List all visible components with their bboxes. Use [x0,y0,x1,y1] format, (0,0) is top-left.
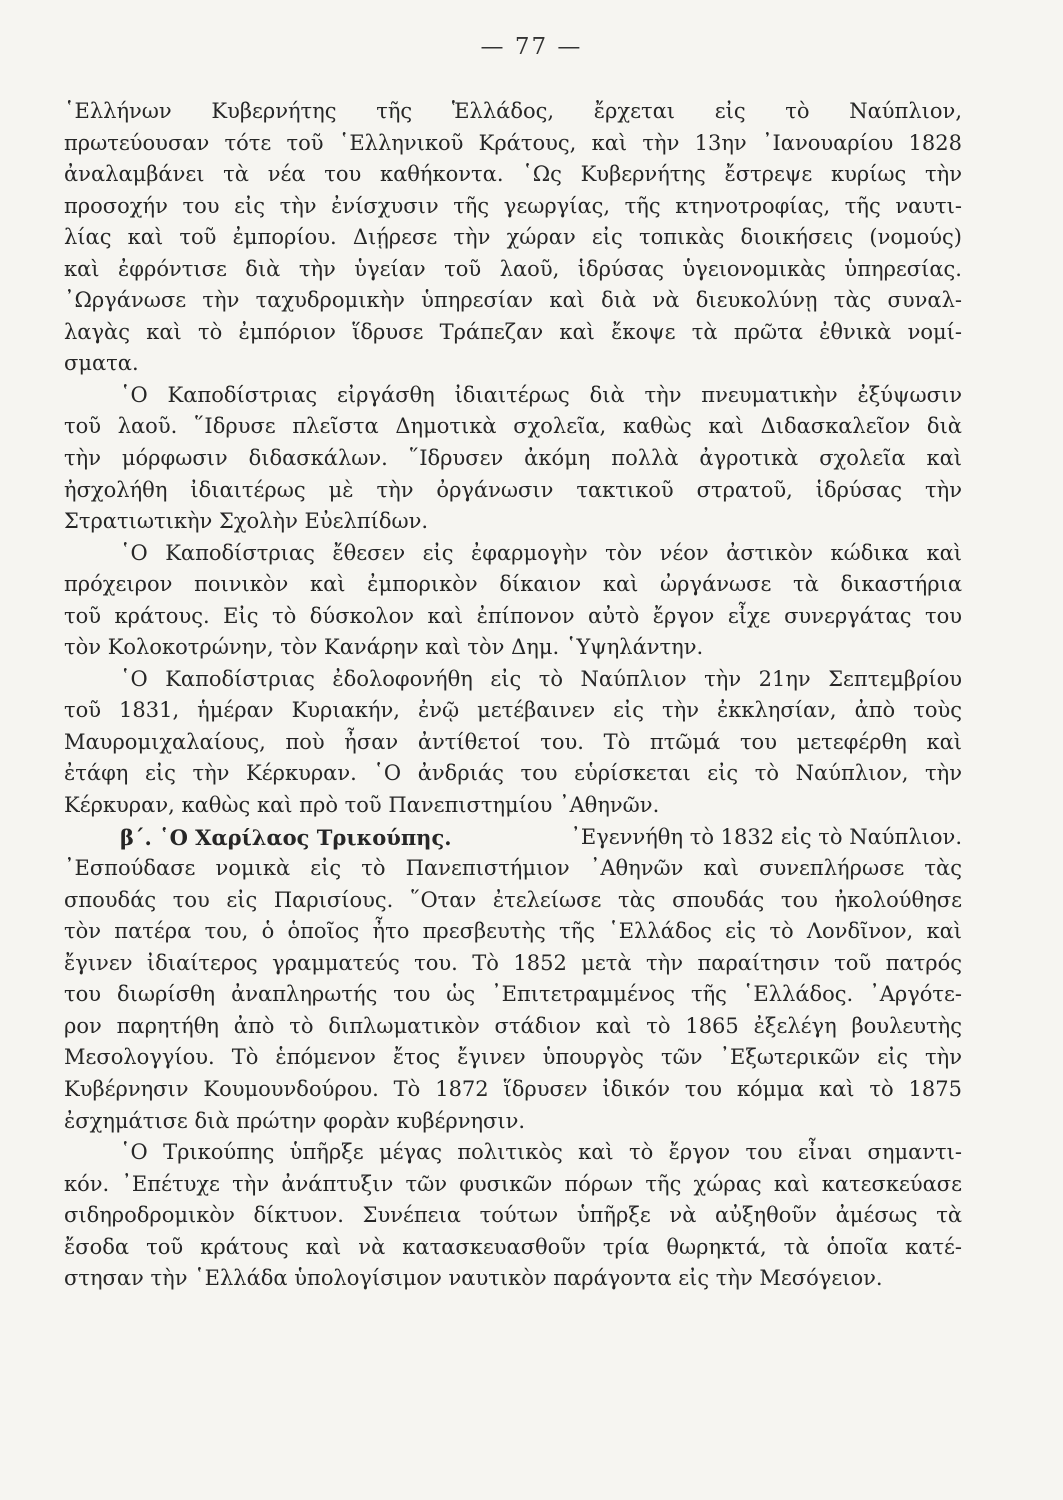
text-line: ἐτάφη εἰς τὴν Κέρκυραν. ῾Ο ἀνδριάς του εὑρίσκεται εἰς τὸ Ναύπλιον, τὴν [64,761,962,786]
text-line: ῾Ο Τρικούπης ὑπῆρξε μέγας πολιτικὸς καὶ τὸ ἔργον του εἶναι σημαντι- [120,1140,962,1165]
text-line: ῾Ο Καποδίστριας ἔθεσεν εἰς ἐφαρμογὴν τὸν νέον ἀστικὸν κώδικα καὶ [120,540,962,565]
text-line: τοῦ λαοῦ. ῞Ιδρυσε πλεῖστα Δημοτικὰ σχολεῖα, καθὼς καὶ Διδασκαλεῖον διὰ [64,414,962,439]
text-line: λαγὰς καὶ τὸ ἐμπόριον ἵδρυσε Τράπεζαν καὶ ἔκοψε τὰ πρῶτα ἐθνικὰ νομί- [64,319,962,344]
text-line: στησαν τὴν ῾Ελλάδα ὑπολογίσιμον ναυτικὸν παράγοντα εἰς τὴν Μεσόγειον. [64,1266,883,1291]
text-line: τὸν πατέρα του, ὁ ὁποῖος ἦτο πρεσβευτὴς τῆς ῾Ελλάδος εἰς τὸ Λονδῖνον, καὶ [64,919,962,944]
section-heading-line [64,822,962,854]
text-line: τοῦ 1831, ἡμέραν Κυριακήν, ἐνῷ μετέβαινεν εἰς τὴν ἐκκλησίαν, ἀπὸ τοὺς [64,698,962,723]
text-line: καὶ ἐφρόντισε διὰ τὴν ὑγείαν τοῦ λαοῦ, ἱδρύσας ὑγειονομικὰς ὑπηρεσίας. [64,256,962,281]
text-line: ἠσχολήθη ἰδιαιτέρως μὲ τὴν ὀργάνωσιν τακτικοῦ στρατοῦ, ἱδρύσας τὴν [64,477,962,502]
body-text [64,96,962,1295]
text-line: σιδηροδρομικὸν δίκτυον. Συνέπεια τούτων ὑπῆρξε νὰ αὐξηθοῦν ἀμέσως τὰ [64,1203,962,1228]
text-line: ῾Ο Καποδίστριας εἰργάσθη ἰδιαιτέρως διὰ τὴν πνευματικὴν ἐξύψωσιν [120,382,962,407]
text-line: Κυβέρνησιν Κουμουνδούρου. Τὸ 1872 ἵδρυσεν ἰδικόν του κόμμα καὶ τὸ 1875 [64,1076,962,1101]
text-line: του διωρίσθη ἀναπληρωτής του ὡς ᾿Επιτετραμμένος τῆς ῾Ελλάδος. ᾿Αργότε- [64,982,962,1007]
text-line: ἐσχημάτισε διὰ πρώτην φορὰν κυβέρνησιν. [64,1108,526,1133]
text-line: λίας καὶ τοῦ ἐμπορίου. Διῄρεσε τὴν χώραν εἰς τοπικὰς διοικήσεις (νομούς) [64,225,962,250]
text-line: πρόχειρον ποινικὸν καὶ ἐμπορικὸν δίκαιον καὶ ὠργάνωσε τὰ δικαστήρια [64,572,962,597]
text-line: σματα. [64,351,139,376]
text-line: ᾿Ωργάνωσε τὴν ταχυδρομικὴν ὑπηρεσίαν καὶ διὰ νὰ διευκολύνῃ τὰς συναλ- [64,288,962,313]
text-line: ῾Ο Καποδίστριας ἐδολοφονήθη εἰς τὸ Ναύπλιον τὴν 21ην Σεπτεμβρίου [120,666,962,691]
text-line: προσοχήν του εἰς τὴν ἐνίσχυσιν τῆς γεωργίας, τῆς κτηνοτροφίας, τῆς ναυτι- [64,193,962,218]
section-heading: β΄. ῾Ο Χαρίλαος Τρικούπης. [120,824,452,850]
text-line: ᾿Εσπούδασε νομικὰ εἰς τὸ Πανεπιστήμιον ᾿Αθηνῶν καὶ συνεπλήρωσε τὰς [64,856,962,881]
text-line: Στρατιωτικὴν Σχολὴν Εὐελπίδων. [64,509,429,534]
text-block-trikoupis [64,853,962,1295]
text-line: ἔσοδα τοῦ κράτους καὶ νὰ κατασκευασθοῦν τρία θωρηκτά, τὰ ὁποῖα κατέ- [64,1234,962,1259]
page-number: — 77 — [480,34,583,60]
text-line: Μεσολογγίου. Τὸ ἑπόμενον ἔτος ἔγινεν ὑπουργὸς τῶν ᾿Εξωτερικῶν εἰς τὴν [64,1045,962,1070]
text-line: πρωτεύουσαν τότε τοῦ ῾Ελληνικοῦ Κράτους, καὶ τὴν 13ην ᾿Ιανουαρίου 1828 [64,130,962,155]
text-line: κόν. ᾿Επέτυχε τὴν ἀνάπτυξιν τῶν φυσικῶν πόρων τῆς χώρας καὶ κατεσκεύασε [64,1171,962,1196]
text-line: ἔγινεν ἰδιαίτερος γραμματεύς του. Τὸ 1852 μετὰ τὴν παραίτησιν τοῦ πατρός [64,950,962,975]
text-line: ρον παρητήθη ἀπὸ τὸ διπλωματικὸν στάδιον καὶ τὸ 1865 ἐξελέγη βουλευτὴς [64,1013,962,1038]
text-line: τὸν Κολοκοτρώνην, τὸν Κανάρην καὶ τὸν Δημ. ῾Υψηλάντην. [64,635,704,660]
text-line: Κέρκυραν, καθὼς καὶ πρὸ τοῦ Πανεπιστημίου ᾿Αθηνῶν. [64,793,660,818]
text-line: τοῦ κράτους. Εἰς τὸ δύσκολον καὶ ἐπίπονον αὐτὸ ἔργον εἶχε συνεργάτας του [64,603,962,628]
text-line: σπουδάς του εἰς Παρισίους. ῞Οταν ἐτελείωσε τὰς σπουδάς του ἠκολούθησε [64,887,962,912]
section-heading-rest: ᾿Εγεννήθη τὸ 1832 εἰς τὸ Ναύπλιον. [570,824,962,849]
text-line: Μαυρομιχαλαίους, ποὺ ἦσαν ἀντίθετοί του. Τὸ πτῶμά του μετεφέρθη καὶ [64,729,962,754]
text-line: τὴν μόρφωσιν διδασκάλων. ῞Ιδρυσεν ἀκόμη πολλὰ ἀγροτικὰ σχολεῖα καὶ [64,446,962,471]
text-block-kapodistrias [64,96,962,822]
text-line: ῾Ελλήνων Κυβερνήτης τῆς Ἑλλάδος, ἔρχεται εἰς τὸ Ναύπλιον, [64,99,962,123]
text-line: ἀναλαμβάνει τὰ νέα του καθήκοντα. ῾Ως Κυβερνήτης ἔστρεψε κυρίως τὴν [64,162,962,187]
